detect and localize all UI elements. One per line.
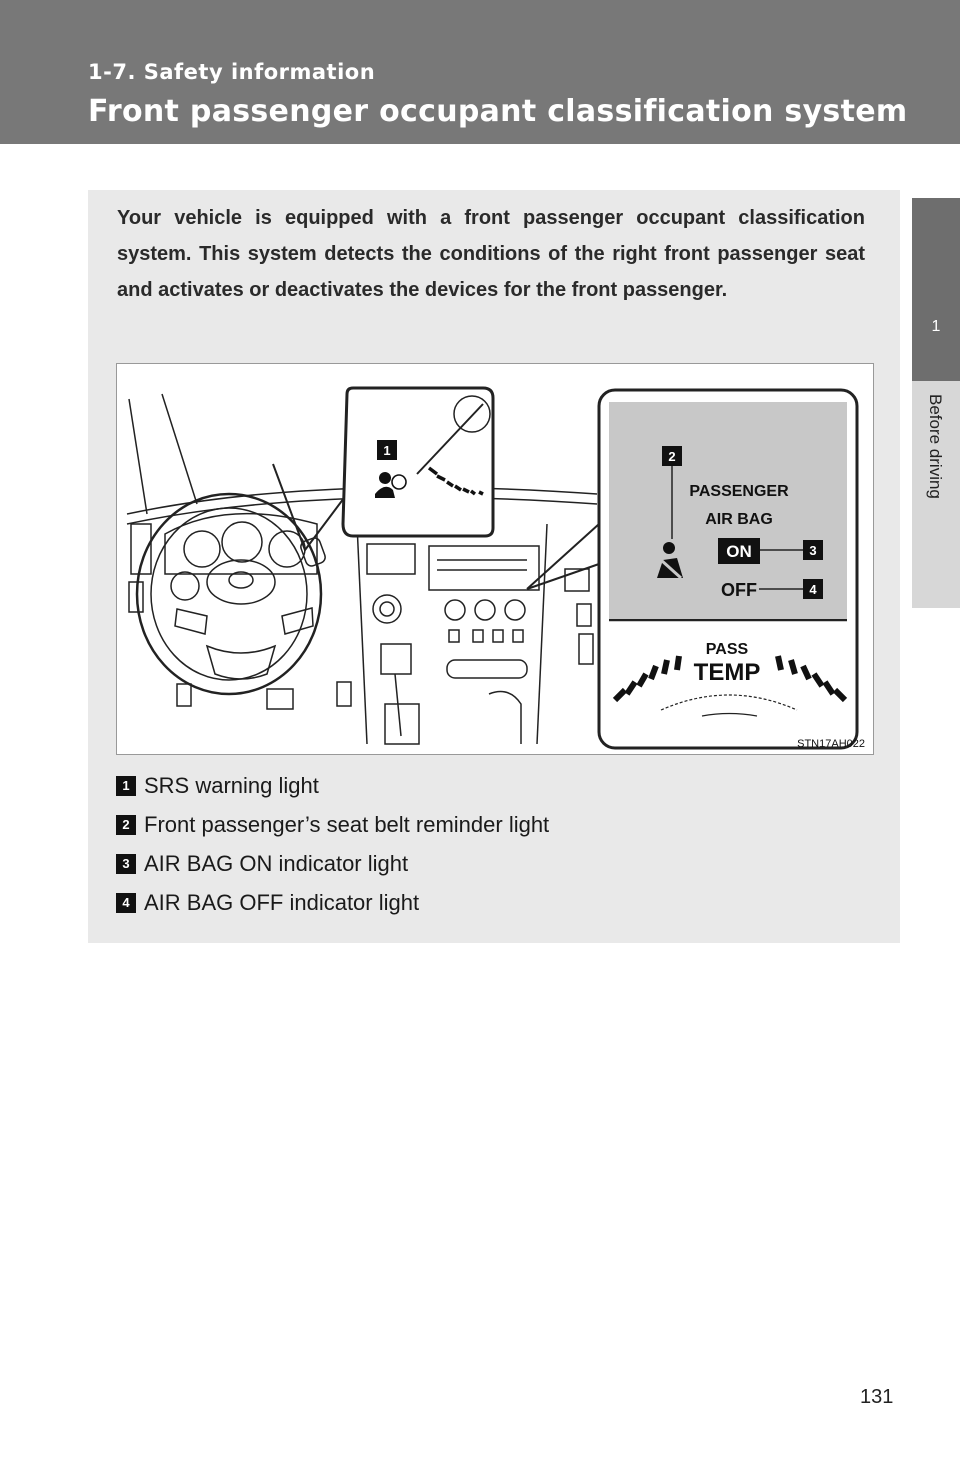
chapter-name: Before driving	[926, 394, 945, 499]
callout-label-4: 4	[809, 582, 817, 597]
legend-item	[116, 766, 549, 805]
legend-label: Front passenger’s seat belt reminder light	[144, 811, 550, 837]
legend-item	[116, 883, 549, 922]
page-number: 131	[860, 1386, 894, 1408]
callout-label-2: 2	[668, 449, 676, 464]
panel-label-passenger: PASSENGER	[689, 483, 789, 500]
legend-item	[116, 805, 549, 844]
panel-label-on: ON	[726, 542, 752, 561]
figure-code: STN17AH022	[797, 738, 865, 750]
legend-badge: 4	[116, 893, 136, 913]
srs-callout	[343, 388, 493, 536]
page-title: Front passenger occupant classification system	[88, 94, 908, 129]
legend-label: AIR BAG OFF indicator light	[144, 889, 420, 915]
chapter-number: 1	[931, 318, 941, 335]
panel-label-off: OFF	[721, 580, 757, 600]
section-label: 1-7. Safety information	[88, 60, 376, 84]
gauge-label-pass: PASS	[705, 641, 749, 658]
callout-label-1: 1	[383, 443, 391, 458]
dashboard-illustration	[116, 363, 874, 755]
dashboard-drawing	[117, 364, 873, 754]
panel-label-air-bag: AIR BAG	[705, 511, 773, 528]
chapter-tab	[912, 198, 960, 381]
legend-list	[116, 766, 549, 922]
gauge-label-temp: TEMP	[693, 659, 761, 686]
legend-badge: 1	[116, 776, 136, 796]
legend-label: AIR BAG ON indicator light	[144, 850, 409, 876]
legend-badge: 2	[116, 815, 136, 835]
legend-label: SRS warning light	[144, 772, 319, 798]
legend-item	[116, 844, 549, 883]
legend-badge: 3	[116, 854, 136, 874]
callout-label-3: 3	[809, 543, 817, 558]
intro-paragraph: Your vehicle is equipped with a front passenger occupant classification system. This system detects the conditions of the right front passenger seat and activates or deactivates the devices for the front passenger.	[117, 207, 865, 301]
